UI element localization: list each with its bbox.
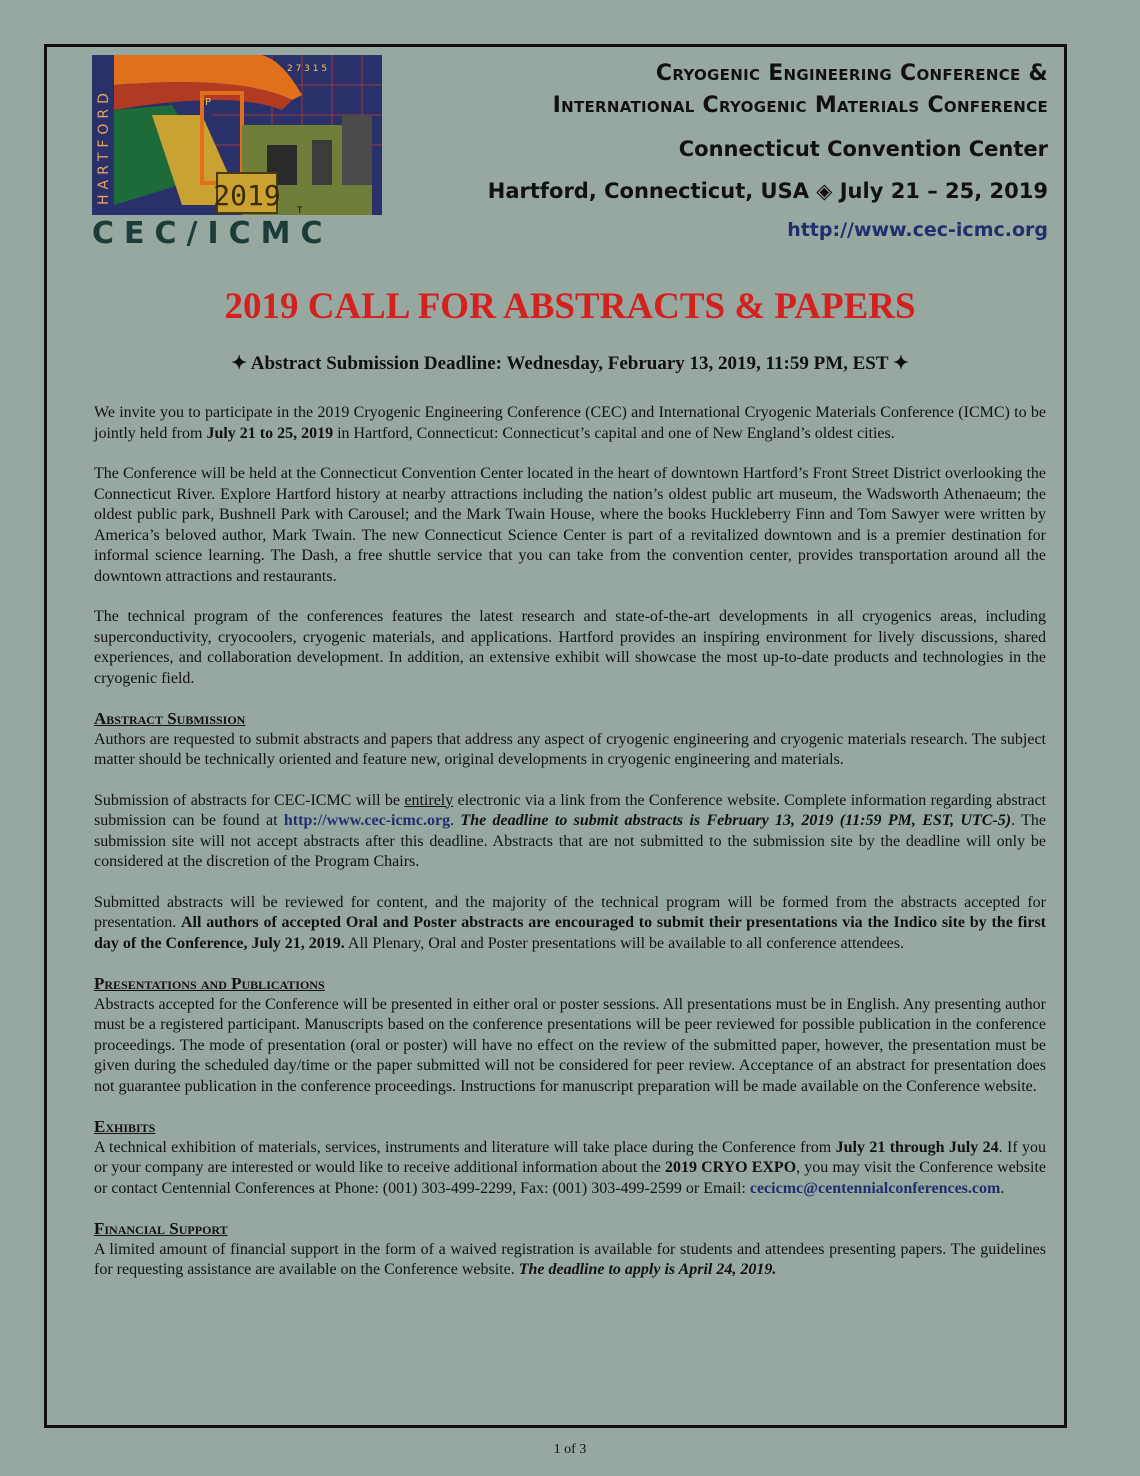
exhibits-heading: Exhibits	[94, 1117, 156, 1136]
abstract-paragraph-1: Authors are requested to submit abstracts and papers that address any aspect of cryogenic engineering and cryogenic materials research. The subject matter should be technically oriented and feature new, original developments in cryogenic engineering and materials.	[94, 730, 1046, 768]
logo-side-text: HARTFORD	[96, 88, 112, 205]
intro-paragraph-2: The Conference will be held at the Connecticut Convention Center located in the heart of downtown Hartford’s Front Street District overlooking the Connecticut River. Explore Hartford history at nearby attractions including the nation’s oldest public art museum, the Wadsworth Athenaeum; the oldest public park, Bushnell Park with Carousel; and the Mark Twain House, where the books Huckleberry Finn and Tom Sawyer were written by America’s beloved author, Mark Twain. The new Connecticut Science Center is part of a revitalized downtown and is a premier destination for informal science learning. The Dash, a free shuttle service that you can take from the convention center, provides transportation around all the downtown attractions and restaurants.	[94, 465, 1046, 585]
financial-paragraph: A limited amount of financial support in the form of a waived registration is available for students and attendees presenting papers. The guidelines for requesting assistance are available on the Conference website. The deadline to apply is April 24, 2019.	[94, 1240, 1046, 1278]
page-title: 2019 CALL FOR ABSTRACTS & PAPERS	[224, 286, 916, 327]
conference-header	[488, 58, 1048, 244]
presentations-heading: Presentations and Publications	[94, 974, 325, 993]
logo-letter-p: P	[205, 97, 212, 108]
header-venue: Connecticut Convention Center	[678, 137, 1048, 161]
logo-letter-t: T	[297, 206, 303, 216]
abstract-link[interactable]: http://www.cec-icmc.org	[283, 812, 451, 829]
abstract-heading: Abstract Submission	[94, 709, 246, 728]
deadline-banner: ✦ Abstract Submission Deadline: Wednesday, February 13, 2019, 11:59 PM, EST ✦	[231, 353, 909, 374]
presentations-paragraph: Abstracts accepted for the Conference will be presented in either oral or poster sessions. All presentations must be in English. Any presenting author must be a registered participant. Manuscripts based on the conference presentations will be peer reviewed for possible publication in the conference proceedings. The mode of presentation (oral or poster) will have no effect on the review of the submitted paper, however, the presentation must be given during the scheduled day/time or the paper submitted will not be considered for peer review. Acceptance of an abstract for presentation does not guarantee publication in the conference proceedings. Instructions for manuscript preparation will be made available on the Conference website.	[94, 995, 1046, 1095]
logo-year: 2019	[213, 179, 281, 212]
header-line1: Cryogenic Engineering Conference &	[655, 61, 1048, 86]
header-line2: International Cryogenic Materials Conference	[552, 93, 1048, 118]
logo-top-numbers: 2 7 3 1 5	[287, 64, 328, 74]
page-number: 1 of 3	[553, 1442, 587, 1457]
intro-paragraph-3: The technical program of the conferences features the latest research and state-of-the-art developments in all cryogenics areas, including superconductivity, cryocoolers, cryogenic materials, and applications. Hartford provides an inspiring environment for lively discussions, shared experiences, and collaboration development. In addition, an extensive exhibit will showcase the most up-to-date products and technologies in the cryogenic field.	[94, 608, 1046, 687]
abstract-paragraph-2: Submission of abstracts for CEC-ICMC will be entirely electronic via a link from the Conference website. Complete information regarding abstract submission can be found at http://www.cec-icmc.org. The deadline to submit abstracts is February 13, 2019 (11:59 PM, EST, UTC-5). The submission site will not accept abstracts after this deadline. Abstracts that are not submitted to the submission site by the deadline will only be considered at the discretion of the Program Chairs.	[94, 791, 1047, 870]
logo-bottom-text: CEC/ICMC	[92, 216, 333, 251]
contact-email-link[interactable]: cecicmc@centennialconferences.com	[749, 1179, 1001, 1197]
header-url[interactable]: http://www.cec-icmc.org	[787, 219, 1048, 241]
exhibits-paragraph: A technical exhibition of materials, services, instruments and literature will take place during the Conference from July 21 through July 24. If you or your company are interested or would like to receive additional information about the 2019 CRYO EXPO, you may visit the Conference website or contact Centennial Conferences at Phone: (001) 303-499-2299, Fax: (001) 303-499-2599 or Email: cecicmc@centennialconferences.com.	[94, 1138, 1047, 1197]
financial-heading: Financial Support	[94, 1219, 228, 1238]
abstract-paragraph-3: Submitted abstracts will be reviewed for content, and the majority of the technical program will be formed from the abstracts accepted for presentation. All authors of accepted Oral and Poster abstracts are encouraged to submit their presentations via the Indico site by the first day of the Conference, July 21, 2019. All Plenary, Oral and Poster presentations will be available to all conference attendees.	[94, 893, 1047, 952]
document-body	[94, 403, 1046, 1281]
header-location: Hartford, Connecticut, USA ◈ July 21 – 25, 2019	[487, 179, 1048, 203]
intro-paragraph-1: We invite you to participate in the 2019 Cryogenic Engineering Conference (CEC) and International Cryogenic Materials Conference (ICMC) to be jointly held from July 21 to 25, 2019 in Hartford, Connecticut: Connecticut’s capital and one of New England’s oldest cities.	[94, 404, 1046, 442]
conference-logo	[92, 55, 382, 251]
